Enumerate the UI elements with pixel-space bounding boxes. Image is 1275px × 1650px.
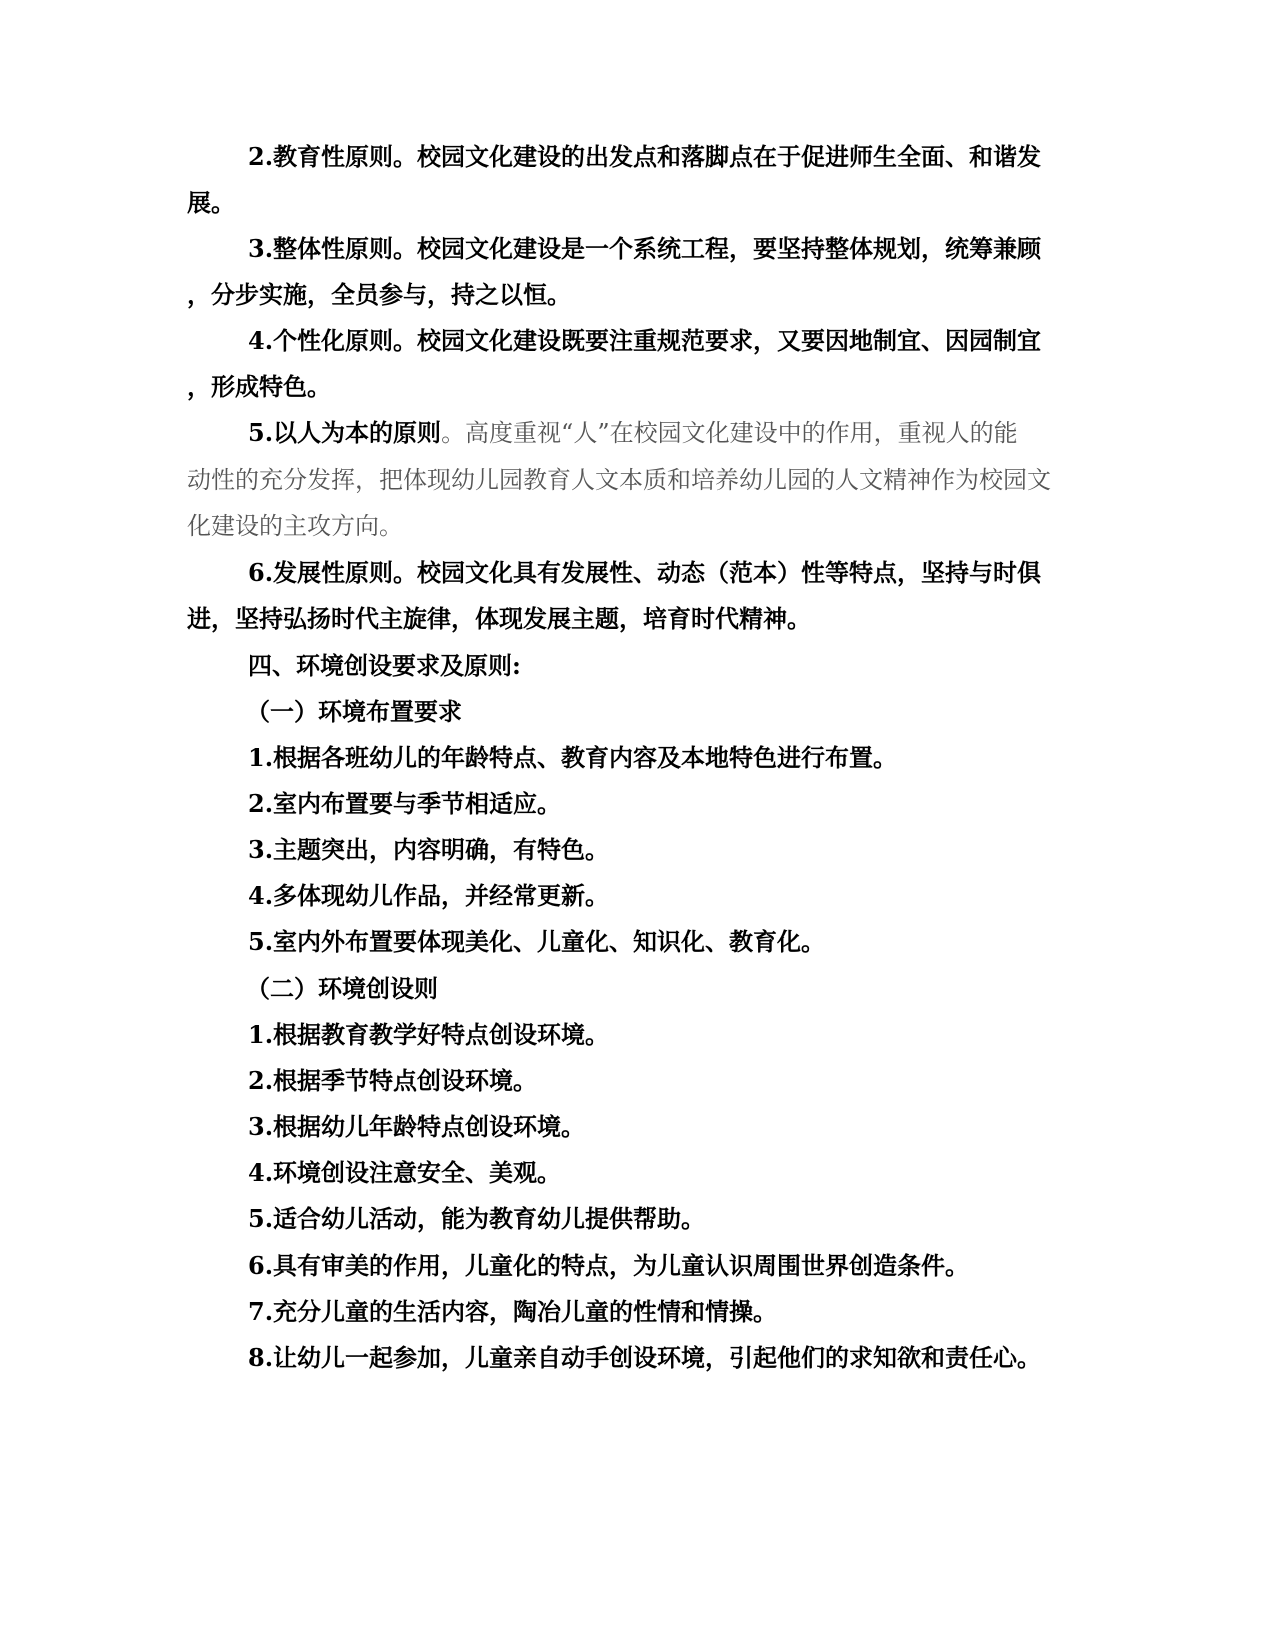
paragraph-principle-5-line-3: 化建设的主攻方向。 [187, 512, 403, 540]
paragraph-principle-4-line-2: ，形成特色。 [187, 372, 331, 401]
paragraph-principle-2-line-1: 2.教育性原则。校园文化建设的出发点和落脚点在于促进师生全面、和谐发 [248, 142, 1042, 171]
requirement-item: 3.主题突出，内容明确，有特色。 [248, 835, 610, 864]
principle-item: 6.具有审美的作用，儿童化的特点，为儿童认识周围世界创造条件。 [248, 1251, 970, 1280]
principle-item: 8.让幼儿一起参加，儿童亲自动手创设环境，引起他们的求知欲和责任心。 [248, 1343, 1042, 1372]
principle-5-heading: 5.以人为本的原则 [248, 418, 442, 447]
paragraph-principle-3-line-1: 3.整体性原则。校园文化建设是一个系统工程，要坚持整体规划，统筹兼顾 [248, 234, 1042, 263]
principle-item: 7.充分儿童的生活内容，陶冶儿童的性情和情操。 [248, 1297, 778, 1326]
paragraph-principle-6-line-2: 进，坚持弘扬时代主旋律，体现发展主题，培育时代精神。 [187, 604, 811, 633]
principle-item: 1.根据教育教学好特点创设环境。 [248, 1020, 610, 1049]
principle-5-text: 。高度重视“人”在校园文化建设中的作用，重视人的能 [441, 419, 1018, 447]
requirement-item: 5.室内外布置要体现美化、儿童化、知识化、教育化。 [248, 927, 826, 956]
principle-item: 2.根据季节特点创设环境。 [248, 1066, 538, 1095]
requirement-item: 1.根据各班幼儿的年龄特点、教育内容及本地特色进行布置。 [248, 743, 898, 772]
paragraph-principle-5-line-2: 动性的充分发挥，把体现幼儿园教育人文本质和培养幼儿园的人文精神作为校园文 [187, 466, 1051, 494]
paragraph-principle-6-line-1: 6.发展性原则。校园文化具有发展性、动态（范本）性等特点，坚持与时俱 [248, 558, 1042, 587]
paragraph-principle-2-line-2: 展。 [187, 188, 235, 217]
principle-item: 4.环境创设注意安全、美观。 [248, 1158, 562, 1187]
section-4-heading: 四、环境创设要求及原则: [248, 651, 521, 680]
principle-item: 5.适合幼儿活动，能为教育幼儿提供帮助。 [248, 1204, 706, 1233]
subsection-2-heading: （二）环境创设则 [246, 974, 438, 1003]
paragraph-principle-4-line-1: 4.个性化原则。校园文化建设既要注重规范要求，又要因地制宜、因园制宜 [248, 326, 1042, 355]
requirement-item: 4.多体现幼儿作品，并经常更新。 [248, 881, 610, 910]
subsection-1-heading: （一）环境布置要求 [246, 697, 462, 726]
paragraph-principle-3-line-2: ，分步实施，全员参与，持之以恒。 [187, 280, 571, 309]
principle-item: 3.根据幼儿年龄特点创设环境。 [248, 1112, 586, 1141]
paragraph-principle-5-line-1 [248, 410, 1087, 456]
requirement-item: 2.室内布置要与季节相适应。 [248, 789, 562, 818]
